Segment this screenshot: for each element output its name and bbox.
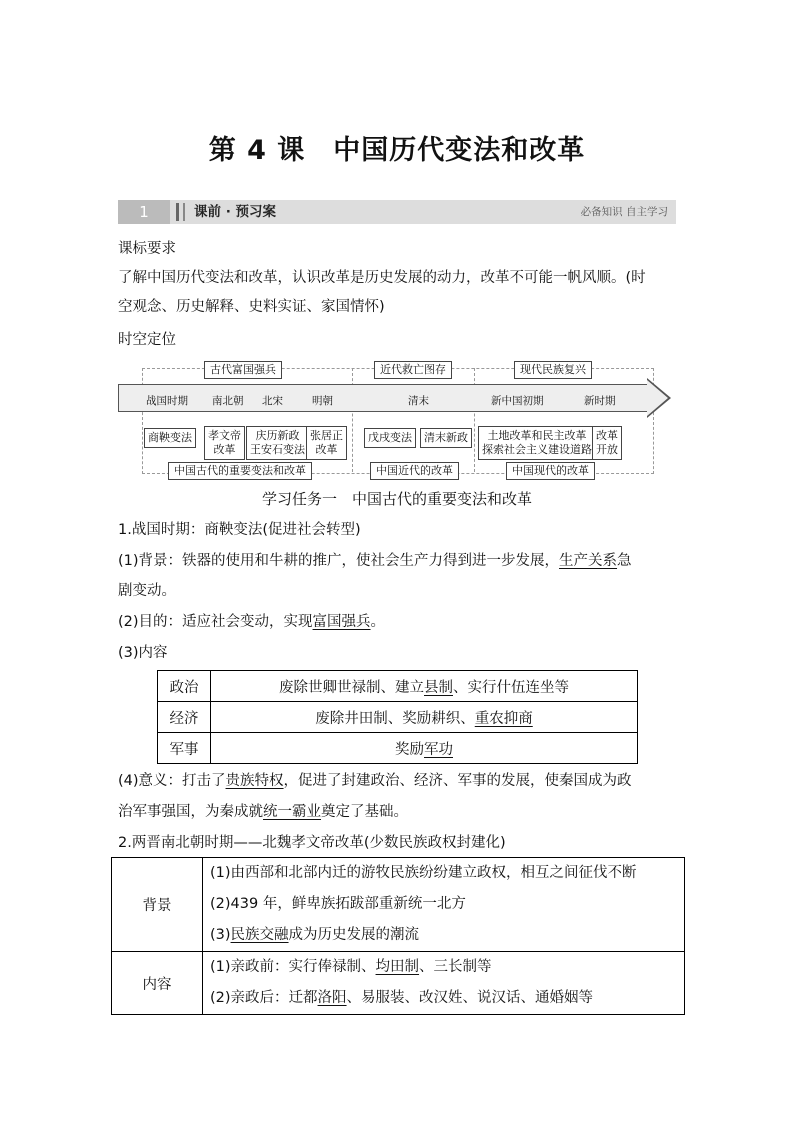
period-nanbeichao: 南北朝 [212, 395, 244, 407]
reform-xiaowendi: 孝文帝 改革 [204, 426, 245, 460]
row-key: 军事 [158, 733, 211, 764]
period-beisong: 北宋 [262, 395, 283, 407]
row-value: 废除世卿世禄制、建立县制、实行什伍连坐等 [211, 671, 638, 702]
sksw-heading: 时空定位 [118, 332, 176, 348]
period-qingmo: 清末 [408, 395, 429, 407]
reform-zhangjuzheng: 张居正 改革 [306, 426, 347, 460]
shangyang-table [157, 670, 638, 764]
row-key: 内容 [112, 952, 203, 1015]
section-tag: 必备知识 自主学习 [580, 206, 668, 218]
timeline-arrow-body [118, 384, 648, 412]
section-number: 1 [118, 200, 170, 224]
reform-shangyang: 商鞅变法 [144, 428, 196, 448]
row-key: 经济 [158, 702, 211, 733]
s1-heading: 1.战国时期：商鞅变法(促进社会转型) [118, 522, 361, 538]
period-ming: 明朝 [312, 395, 333, 407]
row-value: 废除井田制、奖励耕织、重农抑商 [211, 702, 638, 733]
reform-qingmo-xinzheng: 清末新政 [420, 428, 472, 448]
s1-content-heading: (3)内容 [118, 645, 168, 661]
kbyq-line-1: 了解中国历代变法和改革，认识改革是历史发展的动力，改革不可能一帆风顺。(时 [118, 270, 646, 286]
row-value: 奖励军功 [211, 733, 638, 764]
task-heading: 学习任务一 中国古代的重要变法和改革 [261, 490, 532, 508]
xiaowendi-table [111, 857, 685, 1015]
row-value: (1)亲政前：实行俸禄制、均田制、三长制等 (2)亲政后：迁都洛阳、易服装、改汉姓、说汉话、通婚姻等 [203, 952, 685, 1015]
s1-goal: (2)目的：适应社会变动，实现富国强兵。 [118, 614, 386, 630]
period-xinzhongguo: 新中国初期 [491, 395, 544, 407]
underlined-term: 生产关系 [559, 553, 618, 569]
reform-qingli-wanganshi: 庆历新政 王安石变法 [246, 426, 309, 460]
reform-land-socialist: 土地改革和民主改革 探索社会主义建设道路 [478, 426, 596, 460]
s1-significance-2: 治军事强国，为秦成就统一霸业奠定了基础。 [118, 804, 408, 820]
period-zhanguo: 战国时期 [146, 395, 188, 407]
s1-background-1: (1)背景：铁器的使用和牛耕的推广，使社会生产力得到进一步发展，生产关系急 [118, 553, 632, 569]
s1-significance-1: (4)意义：打击了贵族特权，促进了封建政治、经济、军事的发展，使秦国成为政 [118, 773, 632, 789]
reform-wuxu: 戊戌变法 [364, 428, 416, 448]
label-contemporary: 现代民族复兴 [514, 361, 592, 379]
banner-divider [176, 203, 179, 221]
bottom-label-modern: 中国近代的改革 [370, 462, 459, 480]
page-title: 第 4 课 中国历代变法和改革 [208, 135, 586, 166]
kbyq-heading: 课标要求 [118, 241, 176, 257]
reform-gaige-kaifang: 改革 开放 [592, 426, 622, 460]
underlined-term: 富国强兵 [312, 614, 371, 630]
s2-heading: 2.两晋南北朝时期——北魏孝文帝改革(少数民族政权封建化) [118, 835, 506, 851]
bottom-label-contemporary: 中国现代的改革 [506, 462, 595, 480]
kbyq-line-2: 空观念、历史解释、史料实证、家国情怀) [118, 299, 385, 315]
bottom-label-ancient: 中国古代的重要变法和改革 [168, 462, 312, 480]
period-xinshiqi: 新时期 [584, 395, 616, 407]
section-label: 课前 · 预习案 [194, 204, 277, 220]
label-modern: 近代救亡图存 [374, 361, 452, 379]
row-key: 政治 [158, 671, 211, 702]
banner-divider-thin [183, 203, 185, 221]
section-banner [118, 200, 676, 224]
row-key: 背景 [112, 858, 203, 952]
timeline-diagram [118, 360, 678, 485]
row-value: (1)由西部和北部内迁的游牧民族纷纷建立政权，相互之间征伐不断 (2)439 年，鲜卑族拓跋部重新统一北方 (3)民族交融成为历史发展的潮流 [203, 858, 685, 952]
s1-background-2: 剧变动。 [118, 583, 176, 599]
label-ancient: 古代富国强兵 [204, 361, 282, 379]
